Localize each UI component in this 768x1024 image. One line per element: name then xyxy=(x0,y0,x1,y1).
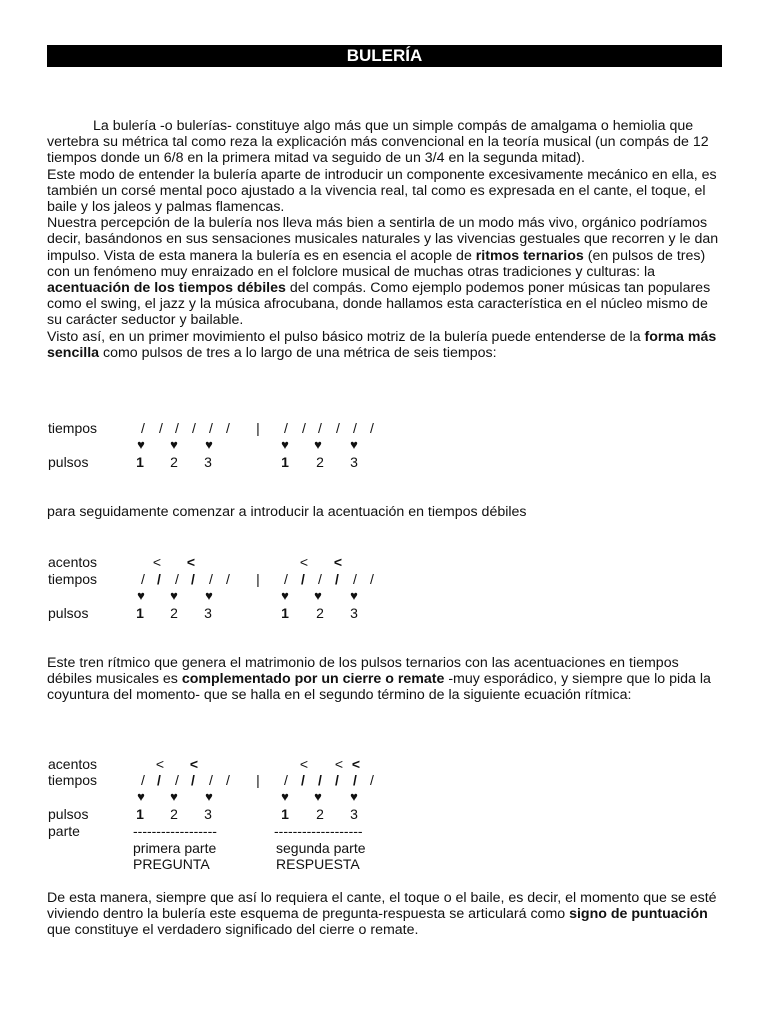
beat-mark: / xyxy=(353,571,357,587)
beat-mark: / xyxy=(284,772,288,788)
beat-mark: / xyxy=(370,772,374,788)
beat-mark: / xyxy=(141,772,145,788)
accent-mark: < xyxy=(299,756,309,772)
pulse-number: 1 xyxy=(281,454,289,470)
pulse-number: 1 xyxy=(136,454,144,470)
heart-icon: ♥ xyxy=(281,588,289,603)
pulse-number: 2 xyxy=(316,605,324,621)
heart-icon: ♥ xyxy=(205,437,213,452)
accent-mark-strong: < xyxy=(333,554,343,570)
beat-mark: / xyxy=(284,571,288,587)
beat-mark-accent: / xyxy=(157,772,161,788)
intro-paragraph-1: La bulería -o bulerías- constituye algo más que un simple compás de amalgama o hemiolia que vertebra su métrica tal como reza la explicación más convencional en la teoría musical (un compás de 12 tiempos donde un 6/8 en la primera mitad va seguido de un 3/4 en la segunda mitad). xyxy=(47,118,709,167)
mid-text-2: Este tren rítmico que genera el matrimonio de los pulsos ternarios con las acentuaciones en tiempos débiles musicales es complementado por un cierre o remate -muy esporádico, y siempre que lo pida la coyuntura del momento- que se halla en el segundo término de la siguiente ecuación rítmica: xyxy=(47,655,711,704)
beat-mark: / xyxy=(192,420,196,436)
beat-mark: / xyxy=(370,420,374,436)
pulse-number: 3 xyxy=(204,806,212,822)
beat-mark-accent: / xyxy=(301,772,305,788)
beat-mark-accent: / xyxy=(353,772,357,788)
beat-mark: / xyxy=(370,571,374,587)
pulse-number: 3 xyxy=(350,605,358,621)
pulse-number: 3 xyxy=(350,806,358,822)
pulse-number: 2 xyxy=(316,454,324,470)
label-tiempos: tiempos xyxy=(48,772,98,788)
beat-mark: / xyxy=(353,420,357,436)
heart-icon: ♥ xyxy=(281,789,289,804)
heart-icon: ♥ xyxy=(314,789,322,804)
accent-mark-strong: < xyxy=(189,756,199,772)
heart-icon: ♥ xyxy=(137,588,145,603)
beat-mark-accent: / xyxy=(191,772,195,788)
heart-icon: ♥ xyxy=(205,588,213,603)
bar-line: | xyxy=(256,571,260,587)
pulse-number: 3 xyxy=(350,454,358,470)
accent-mark: < xyxy=(152,554,162,570)
second-part-label: segunda parte xyxy=(276,840,366,856)
heart-icon: ♥ xyxy=(314,437,322,452)
beat-mark: / xyxy=(226,772,230,788)
intro-paragraph-4: Visto así, en un primer movimiento el pulso básico motriz de la bulería puede entenderse de la forma más sencilla como pulsos de tres a lo largo de una métrica de seis tiempos: xyxy=(47,328,717,361)
intro-text xyxy=(47,118,723,361)
first-part-label: primera parte xyxy=(133,840,217,856)
beat-mark: / xyxy=(302,420,306,436)
heart-icon: ♥ xyxy=(137,789,145,804)
second-part-name: RESPUESTA xyxy=(276,856,360,872)
outro-text: De esta manera, siempre que así lo requiera el cante, el toque o el baile, es decir, el momento que se esté viviendo dentro la bulería este esquema de pregunta-respuesta se articulará como signo de puntuación que constituye el verdadero significado del cierre o remate. xyxy=(47,890,717,939)
beat-mark: / xyxy=(284,420,288,436)
mid-text-1: para seguidamente comenzar a introducir la acentuación en tiempos débiles xyxy=(47,504,527,520)
beat-mark: / xyxy=(209,772,213,788)
label-parte: parte xyxy=(48,823,80,839)
accent-mark: < xyxy=(155,756,165,772)
label-acentos: acentos xyxy=(48,756,98,772)
heart-icon: ♥ xyxy=(350,588,358,603)
beat-mark: / xyxy=(175,420,179,436)
heart-icon: ♥ xyxy=(137,437,145,452)
beat-mark: / xyxy=(226,420,230,436)
accent-mark-strong: < xyxy=(186,554,196,570)
pulse-number: 2 xyxy=(170,454,178,470)
first-part-name: PREGUNTA xyxy=(133,856,210,872)
pulse-number: 1 xyxy=(136,605,144,621)
beat-mark: / xyxy=(159,420,163,436)
beat-mark: / xyxy=(141,571,145,587)
pulse-number: 3 xyxy=(204,454,212,470)
beat-mark: / xyxy=(209,571,213,587)
pulse-number: 2 xyxy=(316,806,324,822)
second-part-divider: ------------------- xyxy=(274,823,363,839)
heart-icon: ♥ xyxy=(170,437,178,452)
beat-mark: / xyxy=(175,772,179,788)
label-pulsos: pulsos xyxy=(48,605,89,621)
beat-mark-accent: / xyxy=(301,571,305,587)
beat-mark: / xyxy=(175,571,179,587)
label-pulsos: pulsos xyxy=(48,806,89,822)
beat-mark: / xyxy=(226,571,230,587)
beat-mark: / xyxy=(318,420,322,436)
page-title: BULERÍA xyxy=(47,45,722,67)
label-acentos: acentos xyxy=(48,554,98,570)
beat-mark-accent: / xyxy=(335,772,339,788)
pulse-number: 2 xyxy=(170,806,178,822)
intro-paragraph-2: Este modo de entender la bulería aparte de introducir un componente excesivamente mecánico en ella, es también un corsé mental poco ajustado a la vivencia real, tal como es expresada en el cante, el toque, el baile y los jaleos y palmas flamencas. xyxy=(47,166,717,216)
beat-mark-accent: / xyxy=(318,772,322,788)
label-tiempos: tiempos xyxy=(48,420,98,436)
label-pulsos: pulsos xyxy=(48,454,89,470)
pulse-number: 1 xyxy=(136,806,144,822)
beat-mark: / xyxy=(336,420,340,436)
intro-paragraph-3: Nuestra percepción de la bulería nos lleva más bien a sentirla de un modo más vivo, orgánico podríamos decir, basándonos en sus sensaciones musicales naturales y las vivencias gestuales que recorren y le dan impulso. Vista de esta manera la bulería es en esencia el acople de ritmos ternarios (en pulsos de tres) con un fenómeno muy enraizado en el folclore musical de muchas otras tradiciones y culturas: la acentuación de los tiempos débiles del compás. Como ejemplo podemos poner músicas tan populares como el swing, el jazz y la música afrocubana, donde hallamos esta característica en el núcleo mismo de su carácter seductor y bailable. xyxy=(47,215,719,329)
heart-icon: ♥ xyxy=(281,437,289,452)
pulse-number: 1 xyxy=(281,605,289,621)
beat-mark-accent: / xyxy=(335,571,339,587)
accent-mark-strong: < xyxy=(351,756,361,772)
bar-line: | xyxy=(256,772,260,788)
heart-icon: ♥ xyxy=(170,789,178,804)
heart-icon: ♥ xyxy=(205,789,213,804)
pulse-number: 1 xyxy=(281,806,289,822)
heart-icon: ♥ xyxy=(170,588,178,603)
heart-icon: ♥ xyxy=(350,789,358,804)
accent-mark: < xyxy=(334,756,344,772)
pulse-number: 3 xyxy=(204,605,212,621)
first-part-divider: ------------------ xyxy=(133,823,217,839)
heart-icon: ♥ xyxy=(314,588,322,603)
bar-line: | xyxy=(256,420,260,436)
beat-mark-accent: / xyxy=(157,571,161,587)
beat-mark: / xyxy=(141,420,145,436)
accent-mark: < xyxy=(299,554,309,570)
pulse-number: 2 xyxy=(170,605,178,621)
beat-mark: / xyxy=(209,420,213,436)
label-tiempos: tiempos xyxy=(48,571,98,587)
beat-mark-accent: / xyxy=(191,571,195,587)
beat-mark: / xyxy=(318,571,322,587)
heart-icon: ♥ xyxy=(350,437,358,452)
